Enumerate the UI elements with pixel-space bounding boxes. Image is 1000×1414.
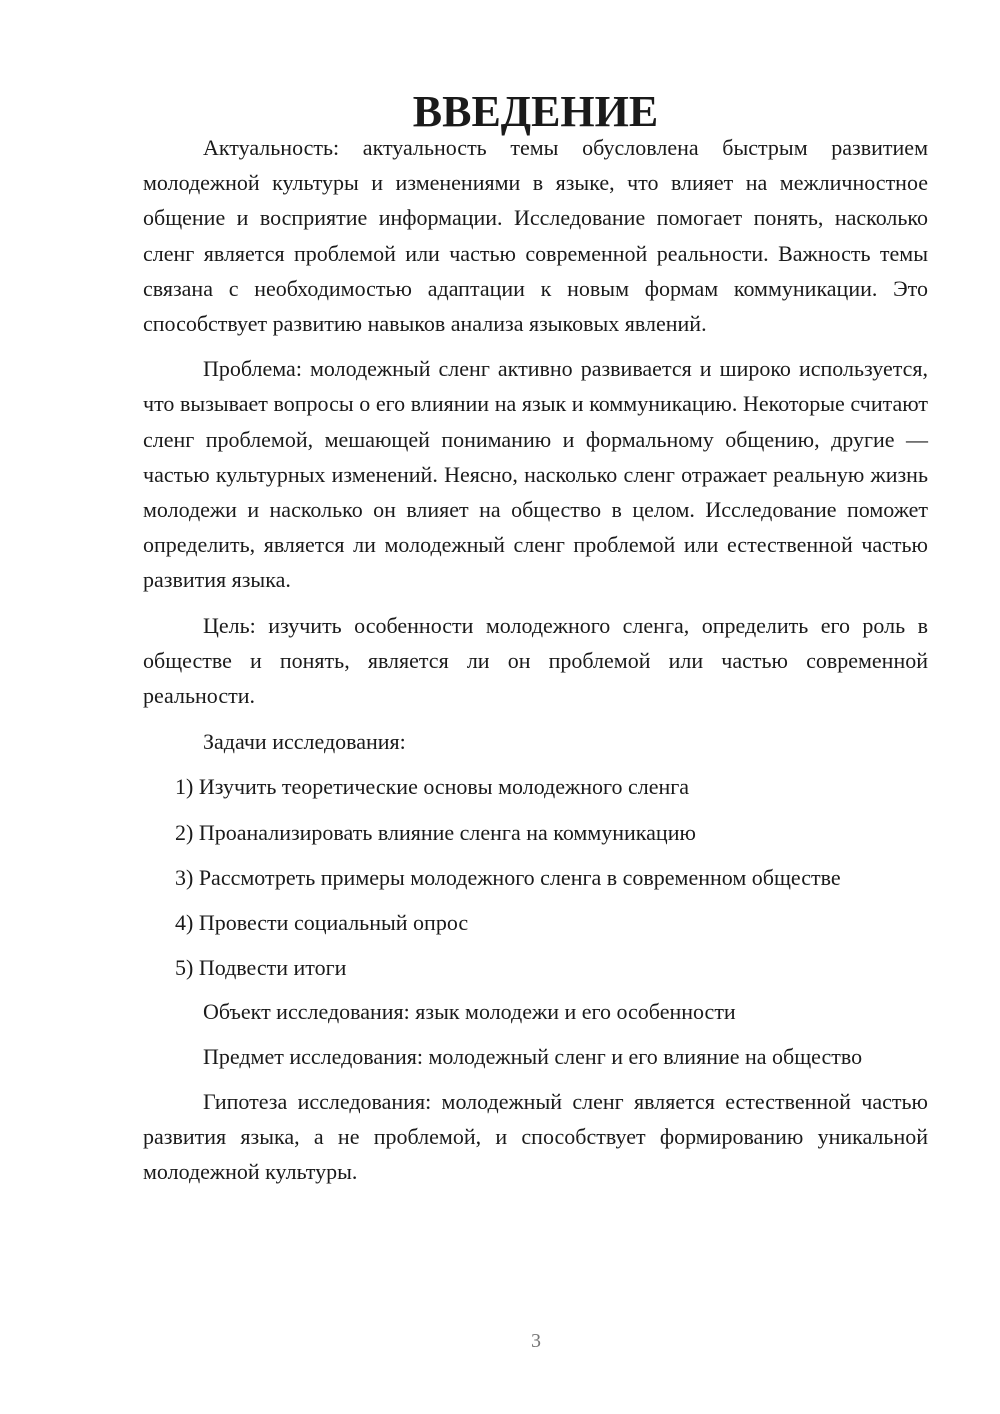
page-number: 3 xyxy=(531,1330,541,1352)
goal-paragraph: Цель: изучить особенности молодежного сленга, определить его роль в обществе и понять, является ли он проблемой или частью современной реальности. xyxy=(143,612,928,709)
section-title: ВВЕДЕНИЕ xyxy=(412,87,659,136)
subject-paragraph: Предмет исследования: молодежный сленг и его влияние на общество xyxy=(203,1043,863,1069)
page-content xyxy=(143,87,928,1189)
task-item: 2) Проанализировать влияние сленга на коммуникацию xyxy=(175,819,696,845)
task-item: 3) Рассмотреть примеры молодежного сленга в современном обществе xyxy=(175,864,841,890)
hypothesis-paragraph: Гипотеза исследования: молодежный сленг является естественной частью развития языка, а не проблемой, и способствует формированию уникальной молодежной культуры. xyxy=(143,1088,928,1185)
object-paragraph: Объект исследования: язык молодежи и его особенности xyxy=(203,999,736,1025)
tasks-label: Задачи исследования: xyxy=(203,729,406,755)
task-item: 1) Изучить теоретические основы молодежного сленга xyxy=(175,774,690,800)
relevance-paragraph: Актуальность: актуальность темы обусловлена быстрым развитием молодежной культуры и изменениями в языке, что влияет на межличностное общение и восприятие информации. Исследование помогает понять, насколько сленг является проблемой или частью современной реальности. Важность темы связана с необходимостью адаптации к новым формам коммуникации. Это способствует развитию навыков анализа языковых явлений. xyxy=(143,135,928,337)
task-item: 5) Подвести итоги xyxy=(175,955,347,981)
task-item: 4) Провести социальный опрос xyxy=(175,910,469,936)
task-list xyxy=(143,769,928,985)
problem-paragraph: Проблема: молодежный сленг активно развивается и широко используется, что вызывает вопросы о его влиянии на язык и коммуникацию. Некоторые считают сленг проблемой, мешающей пониманию и формальному общению, другие — частью культурных изменений. Неясно, насколько сленг отражает реальную жизнь молодежи и насколько он влияет на общество в целом. Исследование поможет определить, является ли молодежный сленг проблемой или естественной частью развития языка. xyxy=(143,356,928,593)
